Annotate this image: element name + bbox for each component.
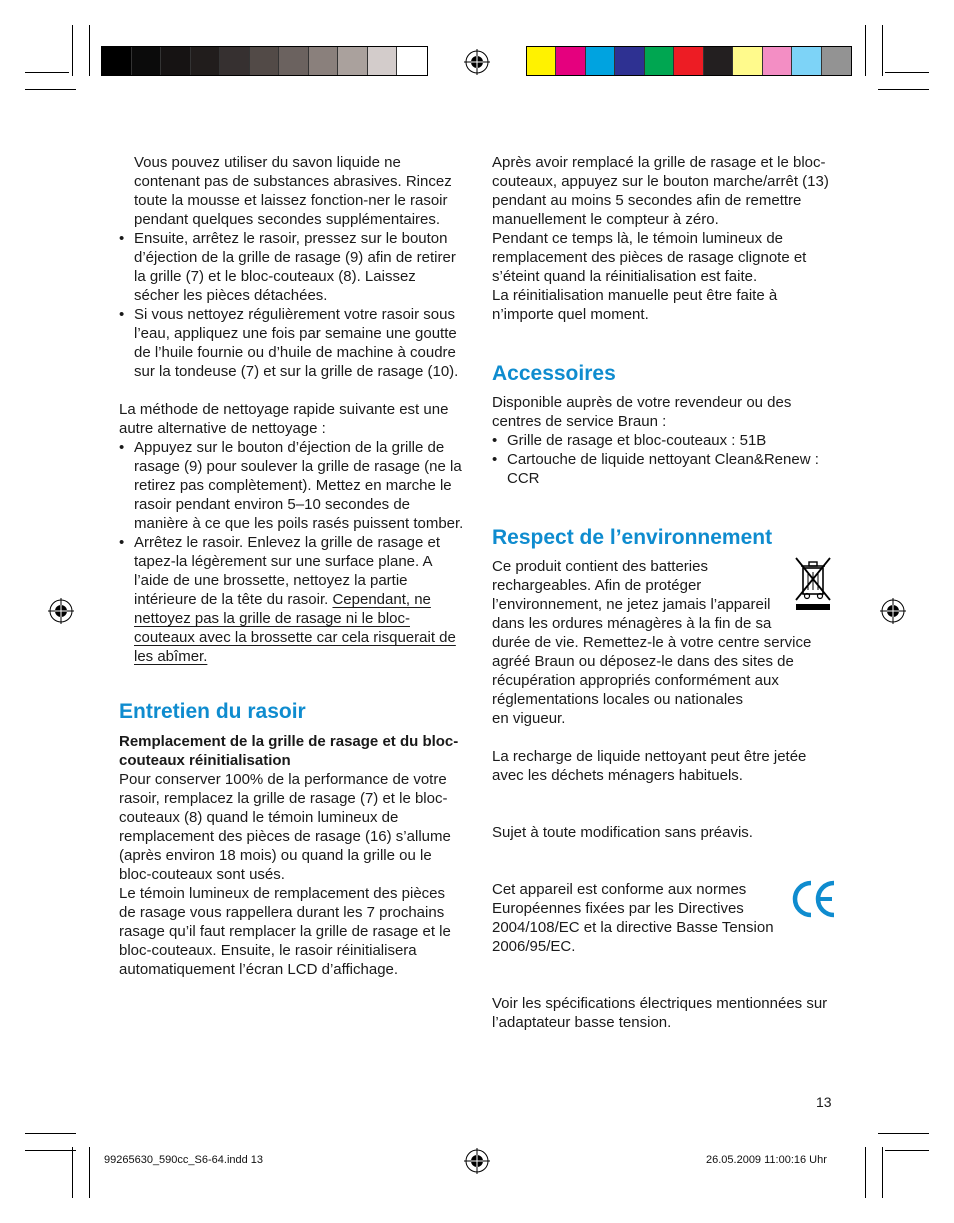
color-swatch — [397, 47, 427, 75]
page-number: 13 — [816, 1094, 832, 1110]
grayscale-color-bar — [101, 46, 428, 76]
environment-text-end: en vigueur. — [492, 710, 566, 727]
color-swatch — [250, 47, 280, 75]
list-item: • Appuyez sur le bouton d’éjection de la grille de rasage (9) pour soulever la grille de rasage (ne la retirez pas complètement). Mettez en marche le rasoir pendant environ 5–10 secondes de manière à ce que les poils rasés puissent tomber. — [119, 438, 464, 533]
registration-mark-icon — [464, 1148, 490, 1174]
color-swatch — [527, 47, 556, 75]
color-swatch — [309, 47, 339, 75]
color-swatch — [645, 47, 674, 75]
crop-mark — [25, 1133, 76, 1134]
entretien-subheading: Remplacement de la grille de rasage et du bloc-couteaux réinitialisation — [119, 733, 459, 769]
list-item: • Cartouche de liquide nettoyant Clean&Renew : CCR — [492, 450, 837, 488]
color-swatch — [586, 47, 615, 75]
footer-timestamp: 26.05.2009 11:00:16 Uhr — [706, 1154, 827, 1166]
entretien-paragraph: Le témoin lumineux de remplacement des pièces de rasage vous rappellera durant les 7 prochains rasage qu’il faut remplacer la grille de rasage et le bloc-couteaux. Ensuite, le rasoir réinitialisera automatiquement l’écran LCD d’affichage. — [119, 885, 451, 978]
color-swatch — [704, 47, 733, 75]
color-swatch — [338, 47, 368, 75]
registration-mark-icon — [880, 598, 906, 624]
list-item: • Ensuite, arrêtez le rasoir, pressez sur le bouton d’éjection de la grille de rasage (9) afin de retirer la grille (7) et le bloc-couteaux (8). Laissez sécher les pièces détachées. — [119, 229, 464, 305]
color-swatch — [191, 47, 221, 75]
footer-filename: 99265630_590cc_S6-64.indd 13 — [104, 1154, 264, 1166]
color-swatch — [102, 47, 132, 75]
list-item-text: Arrêtez le rasoir. Enlevez la grille de rasage et tapez-la légèrement sur une surface plane. A l’aide de une brossette, nettoyez la partie intérieure de la tête du rasoir. — [134, 534, 440, 608]
color-swatch — [368, 47, 398, 75]
accessoires-list — [492, 431, 837, 488]
color-swatch — [674, 47, 703, 75]
right-column — [492, 153, 837, 1032]
crop-mark — [885, 1150, 929, 1151]
crop-mark — [72, 1147, 73, 1198]
cleaning-soap-paragraph: Vous pouvez utiliser du savon liquide ne contenant pas de substances abrasives. Rincez toute la mousse et laissez fonction-ner le rasoir pendant quelques secondes supplémentaires. — [134, 154, 452, 228]
environment-text: Ce produit contient des batteries rechargeables. Afin de protéger l’environnement, ne jetez jamais l’appareil dans les ordures ménagères à la fin de sa durée de vie. Remettez-le à votre centre service agréé Braun ou déposez-le dans des sites de récupération appropriés conformément aux réglementations locales ou nationales — [492, 558, 812, 708]
warning-underlined-text: Cependant, ne nettoyez pas la grille de rasage ni le bloc-couteaux avec la brossette car cela risquerait de les abîmer. — [134, 591, 456, 665]
quick-cleaning-intro: La méthode de nettoyage rapide suivante est une autre alternative de nettoyage : — [119, 401, 449, 437]
reset-paragraph: Pendant ce temps là, le témoin lumineux de remplacement des pièces de rasage clignote et s’éteint quand la réinitialisation est faite. — [492, 230, 807, 285]
crop-mark — [882, 25, 883, 76]
crop-mark — [865, 1147, 866, 1198]
crop-mark — [89, 1147, 90, 1198]
color-swatch — [763, 47, 792, 75]
section-heading-environnement: Respect de l’environnement — [492, 526, 773, 549]
color-swatch — [822, 47, 851, 75]
color-swatch — [615, 47, 644, 75]
reset-paragraph: La réinitialisation manuelle peut être faite à n’importe quel moment. — [492, 287, 778, 323]
reset-paragraph: Après avoir remplacé la grille de rasage et le bloc-couteaux, appuyez sur le bouton marche/arrêt (13) pendant au moins 5 secondes afin de remettre manuellement le compteur à zéro. — [492, 154, 829, 228]
list-item: • Grille de rasage et bloc-couteaux : 51B — [492, 431, 837, 450]
crop-mark — [885, 72, 929, 73]
cleaning-steps-list — [119, 229, 464, 381]
crop-mark — [72, 25, 73, 76]
color-swatch — [132, 47, 162, 75]
environment-paragraph — [492, 557, 837, 728]
list-item — [119, 533, 464, 666]
entretien-paragraph: Pour conserver 100% de la performance de votre rasoir, remplacez la grille de rasage (7) et le bloc-couteaux (8) quand le témoin lumineux de remplacement des pièces de rasage (16) s’allume (après environ 18 mois) ou quand la grille ou le bloc-couteaux sont usés. — [119, 771, 451, 883]
registration-mark-icon — [464, 49, 490, 75]
section-heading-entretien: Entretien du rasoir — [119, 700, 306, 723]
color-swatch — [279, 47, 309, 75]
left-column — [119, 153, 464, 979]
crop-mark — [882, 1147, 883, 1198]
voltage-note: Voir les spécifications électriques mentionnées sur l’adaptateur basse tension. — [492, 995, 828, 1031]
quick-cleaning-list — [119, 438, 464, 666]
color-swatch — [161, 47, 191, 75]
color-swatch — [733, 47, 762, 75]
crop-mark — [89, 25, 90, 76]
ce-conformity-text: Cet appareil est conforme aux normes Européennes fixées par les Directives 2004/108/EC et la directive Basse Tension 2006/95/EC. — [492, 881, 774, 955]
registration-mark-icon — [48, 598, 74, 624]
ce-mark-icon — [791, 878, 837, 920]
crop-mark — [25, 72, 69, 73]
process-color-bar — [526, 46, 852, 76]
crop-mark — [865, 25, 866, 76]
crop-mark — [25, 89, 76, 90]
accessoires-intro: Disponible auprès de votre revendeur ou des centres de service Braun : — [492, 394, 792, 430]
crossed-out-bin-icon — [793, 554, 833, 612]
crop-mark — [878, 1133, 929, 1134]
color-swatch — [220, 47, 250, 75]
crop-mark — [878, 89, 929, 90]
list-item: • Si vous nettoyez régulièrement votre rasoir sous l’eau, appliquez une fois par semaine une goutte de l’huile fournie ou d’huile de machine à coudre sur la tondeuse (7) et sur la grille de rasage (10). — [119, 305, 464, 381]
modification-notice: Sujet à toute modification sans préavis. — [492, 824, 753, 841]
crop-mark — [25, 1150, 76, 1151]
ce-mark-graphic — [791, 878, 837, 920]
color-swatch — [556, 47, 585, 75]
section-heading-accessoires: Accessoires — [492, 362, 616, 385]
cleaning-cartridge-disposal: La recharge de liquide nettoyant peut être jetée avec les déchets ménagers habituels. — [492, 748, 807, 784]
color-swatch — [792, 47, 821, 75]
